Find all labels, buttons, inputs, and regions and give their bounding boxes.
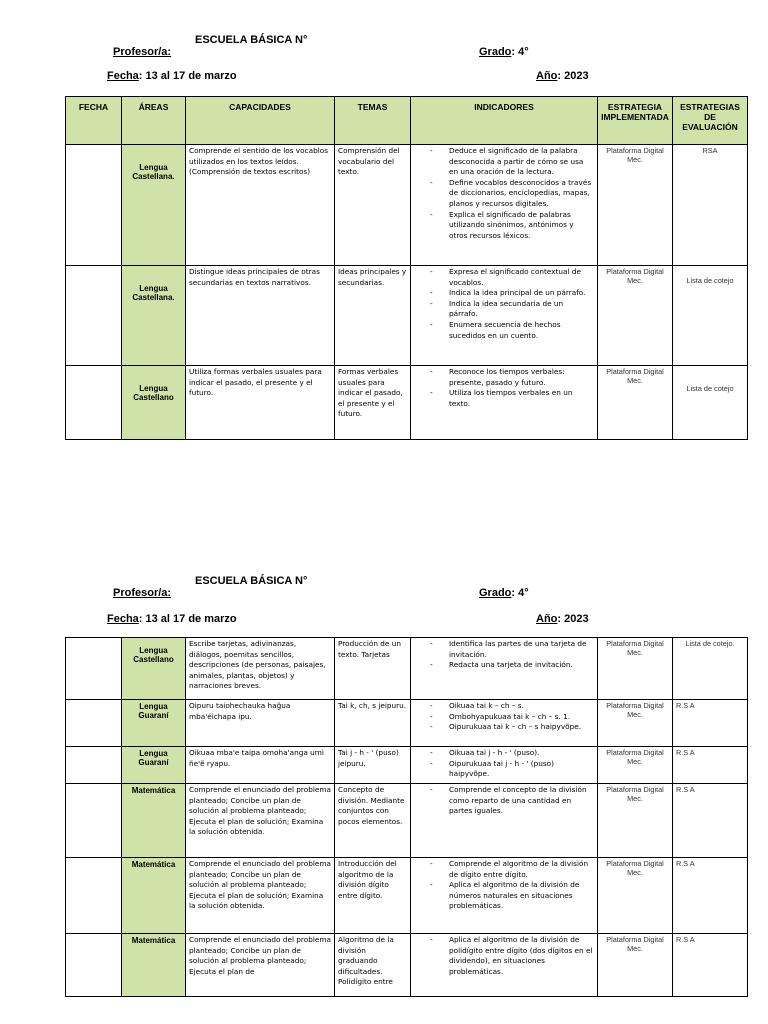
table-row bbox=[66, 638, 748, 700]
tema-cell: Introducción del algoritmo de la división dígito entre dígito. bbox=[335, 858, 411, 934]
fecha-cell bbox=[66, 934, 122, 997]
estrategia-cell: Plataforma Digital Mec. bbox=[598, 145, 673, 266]
area-cell: Lengua Guaraní bbox=[122, 747, 186, 784]
fecha-label-2: Fecha bbox=[107, 613, 139, 625]
fecha-cell bbox=[66, 747, 122, 784]
evaluacion-cell: R.S A bbox=[673, 858, 748, 934]
indicadores-list bbox=[414, 748, 594, 780]
indicadores-cell bbox=[411, 638, 598, 700]
estrategia-cell: Plataforma Digital Mec. bbox=[598, 266, 673, 366]
indicadores-list bbox=[414, 639, 594, 671]
capacidad-cell: Utiliza formas verbales usuales para indicar el pasado, el presente y el futuro. bbox=[186, 366, 335, 440]
indicador-item: - Oipurukuaa tai k – ch – s haipyvõpe. bbox=[414, 722, 594, 733]
planning-table-1 bbox=[65, 96, 748, 440]
school-title-2: ESCUELA BÁSICA N° bbox=[195, 575, 308, 587]
grado-value: : 4° bbox=[511, 46, 529, 58]
indicador-item: - Deduce el significado de la palabra desconocida a partir de cómo se usa en una oración de la lectura. bbox=[414, 146, 594, 178]
fecha-cell bbox=[66, 266, 122, 366]
capacidad-cell: Escribe tarjetas, adivinanzas, diálogos, poemitas sencillos, descripciones (de personas, paisajes, animales, plantas, objetos) y narraciones breves. bbox=[186, 638, 335, 700]
indicador-item: - Enumera secuencia de hechos sucedidos en un cuento. bbox=[414, 320, 594, 341]
indicador-item: - Explica el significado de palabras utilizando sinónimos, antónimos y otros recursos léxicos. bbox=[414, 210, 594, 242]
anio-label-2: Año bbox=[536, 613, 558, 625]
table-row bbox=[66, 700, 748, 747]
capacidad-cell: Comprende el sentido de los vocablos utilizados en los textos leídos. (Comprensión de textos escritos) bbox=[186, 145, 335, 266]
estrategia-cell: Plataforma Digital Mec. bbox=[598, 858, 673, 934]
indicador-item: - Reconoce los tiempos verbales: presente, pasado y futuro. bbox=[414, 367, 594, 388]
evaluacion-cell: RSA bbox=[673, 145, 748, 266]
table-row bbox=[66, 266, 748, 366]
tema-cell: Formas verbales usuales para indicar el pasado, el presente y el futuro. bbox=[335, 366, 411, 440]
col-header-areas: ÁREAS bbox=[122, 97, 186, 145]
evaluacion-cell: Lista de cotejo. bbox=[673, 638, 748, 700]
indicadores-cell bbox=[411, 145, 598, 266]
indicadores-list bbox=[414, 267, 594, 341]
profesor-label-text-2: Profesor/a: bbox=[113, 587, 172, 599]
indicadores-list bbox=[414, 367, 594, 409]
estrategia-cell: Plataforma Digital Mec. bbox=[598, 638, 673, 700]
indicadores-cell bbox=[411, 266, 598, 366]
indicador-item: - Oipurukuaa tai j - h - ' (puso) haipyvõpe. bbox=[414, 759, 594, 780]
table-header-row bbox=[66, 97, 748, 145]
table-row bbox=[66, 366, 748, 440]
fecha-field bbox=[107, 70, 237, 82]
indicador-item: - Utiliza los tiempos verbales en un texto. bbox=[414, 388, 594, 409]
col-header-capacidades: CAPACIDADES bbox=[186, 97, 335, 145]
estrategia-cell: Plataforma Digital Mec. bbox=[598, 366, 673, 440]
fecha-cell bbox=[66, 784, 122, 858]
fecha-cell bbox=[66, 366, 122, 440]
tema-cell: Producción de un texto. Tarjetas bbox=[335, 638, 411, 700]
tema-cell: Tai j - h - ' (puso) jeipuru. bbox=[335, 747, 411, 784]
indicador-item: - Expresa el significado contextual de vocablos. bbox=[414, 267, 594, 288]
area-cell: Lengua Castellana. bbox=[122, 266, 186, 366]
indicadores-cell bbox=[411, 934, 598, 997]
anio-value-2: : 2023 bbox=[557, 613, 589, 625]
profesor-label-text: Profesor/a: bbox=[113, 46, 172, 58]
indicador-item: - Identifica las partes de una tarjeta de invitación. bbox=[414, 639, 594, 660]
area-cell: Matemática bbox=[122, 784, 186, 858]
indicadores-cell bbox=[411, 366, 598, 440]
col-header-indicadores: INDICADORES bbox=[411, 97, 598, 145]
fecha-value: : 13 al 17 de marzo bbox=[138, 70, 237, 82]
indicadores-cell bbox=[411, 700, 598, 747]
estrategia-cell: Plataforma Digital Mec. bbox=[598, 784, 673, 858]
col-header-temas: TEMAS bbox=[335, 97, 411, 145]
indicadores-list bbox=[414, 859, 594, 912]
fecha-field-2 bbox=[107, 613, 237, 625]
indicador-item: - Oikuaa tai j - h - ' (puso). bbox=[414, 748, 594, 759]
fecha-cell bbox=[66, 700, 122, 747]
indicadores-cell bbox=[411, 747, 598, 784]
indicador-item: - Redacta una tarjeta de invitación. bbox=[414, 660, 594, 671]
indicadores-list bbox=[414, 785, 594, 817]
tema-cell: Algoritmo de la división graduando dificultades. Polidígito entre bbox=[335, 934, 411, 997]
evaluacion-cell: R.S A bbox=[673, 700, 748, 747]
profesor-label-2 bbox=[113, 587, 171, 599]
anio-value: : 2023 bbox=[557, 70, 589, 82]
table-row bbox=[66, 747, 748, 784]
tema-cell: Tai k, ch, s jeipuru. bbox=[335, 700, 411, 747]
grado-field bbox=[479, 46, 529, 58]
indicador-item: - Oikuaa tai k – ch – s. bbox=[414, 701, 594, 712]
fecha-cell bbox=[66, 145, 122, 266]
area-cell: Lengua Castellana. bbox=[122, 145, 186, 266]
table-row bbox=[66, 145, 748, 266]
tema-cell: Ideas principales y secundarias. bbox=[335, 266, 411, 366]
indicadores-cell bbox=[411, 784, 598, 858]
estrategia-cell: Plataforma Digital Mec. bbox=[598, 747, 673, 784]
capacidad-cell: Comprende el enunciado del problema planteado; Concibe un plan de solución al problema planteado; Ejecuta el plan de solución; Examina la solución obtenida. bbox=[186, 784, 335, 858]
indicador-item: - Indica la idea principal de un párrafo. bbox=[414, 288, 594, 299]
table-row bbox=[66, 934, 748, 997]
col-header-estrategia: ESTRATEGIA IMPLEMENTADA bbox=[598, 97, 673, 145]
indicador-item: - Comprende el concepto de la división como reparto de una cantidad en partes iguales. bbox=[414, 785, 594, 817]
area-cell: Lengua Guaraní bbox=[122, 700, 186, 747]
capacidad-cell: Oipuru taiohechauka hag̃ua mba'éichapa ipu. bbox=[186, 700, 335, 747]
indicador-item: - Indica la idea secundaria de un párrafo. bbox=[414, 299, 594, 320]
grado-value-2: : 4° bbox=[511, 587, 529, 599]
grado-label: Grado bbox=[479, 46, 512, 58]
indicador-item: - Define vocablos desconocidos a través de diccionarios, enciclopedias, mapas, planos y recursos digitales. bbox=[414, 178, 594, 210]
evaluacion-cell: Lista de cotejo bbox=[673, 366, 748, 440]
anio-field-2 bbox=[536, 613, 589, 625]
evaluacion-cell: R.S A bbox=[673, 934, 748, 997]
indicador-item: - Aplica el algoritmo de la división de números naturales en situaciones problemáticas. bbox=[414, 880, 594, 912]
area-cell: Lengua Castellano bbox=[122, 366, 186, 440]
capacidad-cell: Oikuaa mba'e taipa omoha'anga umi ñe'ẽ ryapu. bbox=[186, 747, 335, 784]
area-cell: Lengua Castellano bbox=[122, 638, 186, 700]
tema-cell: Comprensión del vocabulario del texto. bbox=[335, 145, 411, 266]
table-row bbox=[66, 858, 748, 934]
area-cell: Matemática bbox=[122, 858, 186, 934]
anio-label: Año bbox=[536, 70, 558, 82]
evaluacion-cell: Lista de cotejo bbox=[673, 266, 748, 366]
grado-field-2 bbox=[479, 587, 529, 599]
indicadores-cell bbox=[411, 858, 598, 934]
indicador-item: - Comprende el algoritmo de la división de dígito entre dígito. bbox=[414, 859, 594, 880]
col-header-evaluacion: ESTRATEGIAS DE EVALUACIÓN bbox=[673, 97, 748, 145]
capacidad-cell: Comprende el enunciado del problema planteado; Concibe un plan de solución al problema planteado; Ejecuta el plan de solución; Examina la solución obtenida. bbox=[186, 858, 335, 934]
capacidad-cell: Comprende el enunciado del problema planteado; Concibe un plan de solución al problema planteado; Ejecuta el plan de bbox=[186, 934, 335, 997]
fecha-value-2: : 13 al 17 de marzo bbox=[138, 613, 237, 625]
fecha-cell bbox=[66, 638, 122, 700]
planning-table-2 bbox=[65, 637, 748, 997]
indicadores-list bbox=[414, 935, 594, 977]
area-cell: Matemática bbox=[122, 934, 186, 997]
fecha-label: Fecha bbox=[107, 70, 139, 82]
anio-field bbox=[536, 70, 589, 82]
fecha-cell bbox=[66, 858, 122, 934]
col-header-fecha: FECHA bbox=[66, 97, 122, 145]
grado-label-2: Grado bbox=[479, 587, 512, 599]
profesor-label bbox=[113, 46, 171, 58]
indicador-item: - Ombohyapukuaa tai k – ch – s. 1. bbox=[414, 712, 594, 723]
table-row bbox=[66, 784, 748, 858]
indicador-item: - Aplica el algoritmo de la división de polidígito entre dígito (dos dígitos en el dividendo), en situaciones problemáticas. bbox=[414, 935, 594, 977]
indicadores-list bbox=[414, 146, 594, 241]
tema-cell: Concepto de división. Mediante conjuntos con pocos elementos. bbox=[335, 784, 411, 858]
indicadores-list bbox=[414, 701, 594, 733]
evaluacion-cell: R.S A bbox=[673, 747, 748, 784]
estrategia-cell: Plataforma Digital Mec. bbox=[598, 700, 673, 747]
evaluacion-cell: R.S A bbox=[673, 784, 748, 858]
capacidad-cell: Distingue ideas principales de otras secundarias en textos narrativos. bbox=[186, 266, 335, 366]
estrategia-cell: Plataforma Digital Mec. bbox=[598, 934, 673, 997]
school-title: ESCUELA BÁSICA N° bbox=[195, 34, 308, 46]
